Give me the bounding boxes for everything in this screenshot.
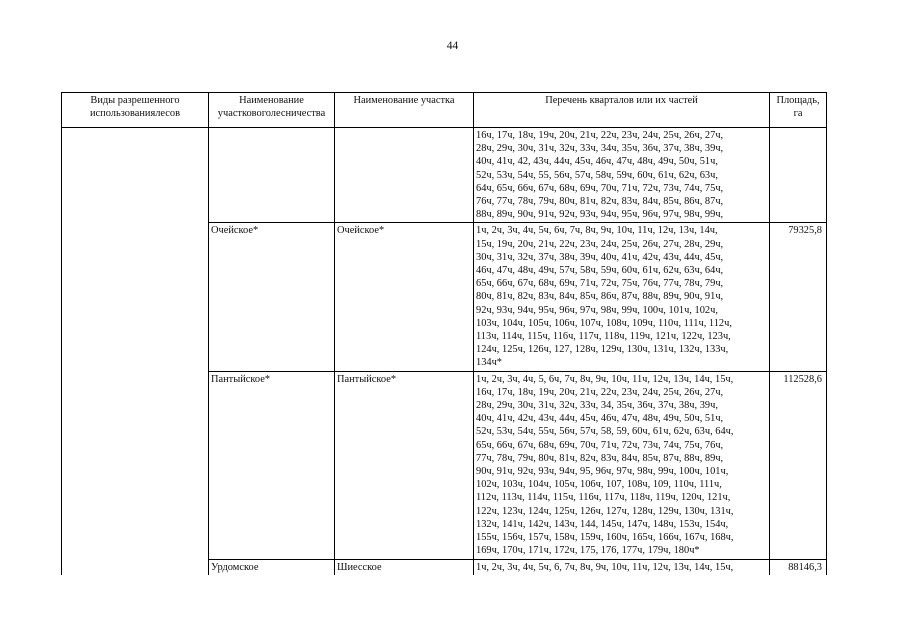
district-cell: Урдомское [209,559,335,575]
table-row [62,371,827,559]
area-cell: 79325,8 [770,223,827,371]
use-type-cell [62,371,209,559]
use-type-cell [62,559,209,575]
area-cell [770,128,827,223]
quarters-cell: 1ч, 2ч, 3ч, 4ч, 5ч, 6, 7ч, 8ч, 9ч, 10ч, 11ч, 12ч, 13ч, 14ч, 15ч, [474,559,770,575]
site-cell: Пантыйское* [335,371,474,559]
table-header-row [62,93,827,128]
site-cell: Очейское* [335,223,474,371]
header-area: Площадь, га [770,93,827,128]
quarters-cell: 1ч, 2ч, 3ч, 4ч, 5, 6ч, 7ч, 8ч, 9ч, 10ч, 11ч, 12ч, 13ч, 14ч, 15ч, 16ч, 17ч, 18ч, 19ч, 20ч, 21ч, 22ч, 23ч, 24ч, 25ч, 26ч, 27ч, 28ч, 29ч, 30ч, 31ч, 32ч, 33ч, 34, 35ч, 36ч, 37ч, 38ч, 39ч, 40ч, 41ч, 42ч, 43ч, 44ч, 45ч, 46ч, 47ч, 48ч, 49ч, 50ч, 51ч, 52ч, 53ч, 54ч, 55ч, 56ч, 57ч, 58, 59, 60ч, 61ч, 62ч, 63ч, 64ч, 65ч, 66ч, 67ч, 68ч, 69ч, 70ч, 71ч, 72ч, 73ч, 74ч, 75ч, 76ч, 77ч, 78ч, 79ч, 80ч, 81ч, 82ч, 83ч, 84ч, 85ч, 87ч, 88ч, 89ч, 90ч, 91ч, 92ч, 93ч, 94ч, 95, 96ч, 97ч, 98ч, 99ч, 100ч, 101ч, 102ч, 103ч, 104ч, 105ч, 106ч, 107, 108ч, 109, 110ч, 111ч, 112ч, 113ч, 114ч, 115ч, 116ч, 117ч, 118ч, 119ч, 120ч, 121ч, 122ч, 123ч, 124ч, 125ч, 126ч, 127ч, 128ч, 129ч, 130ч, 131ч, 132ч, 141ч, 142ч, 143ч, 144, 145ч, 147ч, 148ч, 153ч, 154ч, 155ч, 156ч, 157ч, 158ч, 159ч, 160ч, 165ч, 166ч, 167ч, 168ч, 169ч, 170ч, 171ч, 172ч, 175, 176, 177ч, 179ч, 180ч* [474,371,770,559]
site-cell: Шиесское [335,559,474,575]
area-cell: 112528,6 [770,371,827,559]
header-use-types: Виды разрешенного использованиялесов [62,93,209,128]
page-number: 44 [446,40,459,52]
header-district-name: Наименование участковоголесничества [209,93,335,128]
use-type-cell [62,128,209,223]
quarters-cell: 1ч, 2ч, 3ч, 4ч, 5ч, 6ч, 7ч, 8ч, 9ч, 10ч, 11ч, 12ч, 13ч, 14ч, 15ч, 19ч, 20ч, 21ч, 22ч, 23ч, 24ч, 25ч, 26ч, 27ч, 28ч, 29ч, 30ч, 31ч, 32ч, 37ч, 38ч, 39ч, 40ч, 41ч, 42ч, 43ч, 44ч, 45ч, 46ч, 47ч, 48ч, 49ч, 57ч, 58ч, 59ч, 60ч, 61ч, 62ч, 63ч, 64ч, 65ч, 66ч, 67ч, 68ч, 69ч, 71ч, 72ч, 75ч, 76ч, 77ч, 78ч, 79ч, 80ч, 81ч, 82ч, 83ч, 84ч, 85ч, 86ч, 87ч, 88ч, 89ч, 90ч, 91ч, 92ч, 93ч, 94ч, 95ч, 96ч, 97ч, 98ч, 99ч, 100ч, 101ч, 102ч, 103ч, 104ч, 105ч, 106ч, 107ч, 108ч, 109ч, 110ч, 111ч, 112ч, 113ч, 114ч, 115ч, 116ч, 117ч, 118ч, 119ч, 121ч, 122ч, 123ч, 124ч, 125ч, 126ч, 127, 128ч, 129ч, 130ч, 131ч, 132ч, 133ч, 134ч* [474,223,770,371]
table-row [62,128,827,223]
table-row [62,559,827,575]
district-cell: Очейское* [209,223,335,371]
quarters-cell: 16ч, 17ч, 18ч, 19ч, 20ч, 21ч, 22ч, 23ч, 24ч, 25ч, 26ч, 27ч, 28ч, 29ч, 30ч, 31ч, 32ч, 33ч, 34ч, 35ч, 36ч, 37ч, 38ч, 39ч, 40ч, 41ч, 42, 43ч, 44ч, 45ч, 46ч, 47ч, 48ч, 49ч, 50ч, 51ч, 52ч, 53ч, 54ч, 55, 56ч, 57ч, 58ч, 59ч, 60ч, 61ч, 62ч, 63ч, 64ч, 65ч, 66ч, 67ч, 68ч, 69ч, 70ч, 71ч, 72ч, 73ч, 74ч, 75ч, 76ч, 77ч, 78ч, 79ч, 80ч, 81ч, 82ч, 83ч, 84ч, 85ч, 86ч, 87ч, 88ч, 89ч, 90ч, 91ч, 92ч, 93ч, 94ч, 95ч, 96ч, 97ч, 98ч, 99ч, [474,128,770,223]
district-cell [209,128,335,223]
site-cell [335,128,474,223]
forest-use-table [61,92,827,575]
header-site-name: Наименование участка [335,93,474,128]
use-type-cell [62,223,209,371]
header-quarters-list: Перечень кварталов или их частей [474,93,770,128]
area-cell: 88146,3 [770,559,827,575]
table-row [62,223,827,371]
district-cell: Пантыйское* [209,371,335,559]
